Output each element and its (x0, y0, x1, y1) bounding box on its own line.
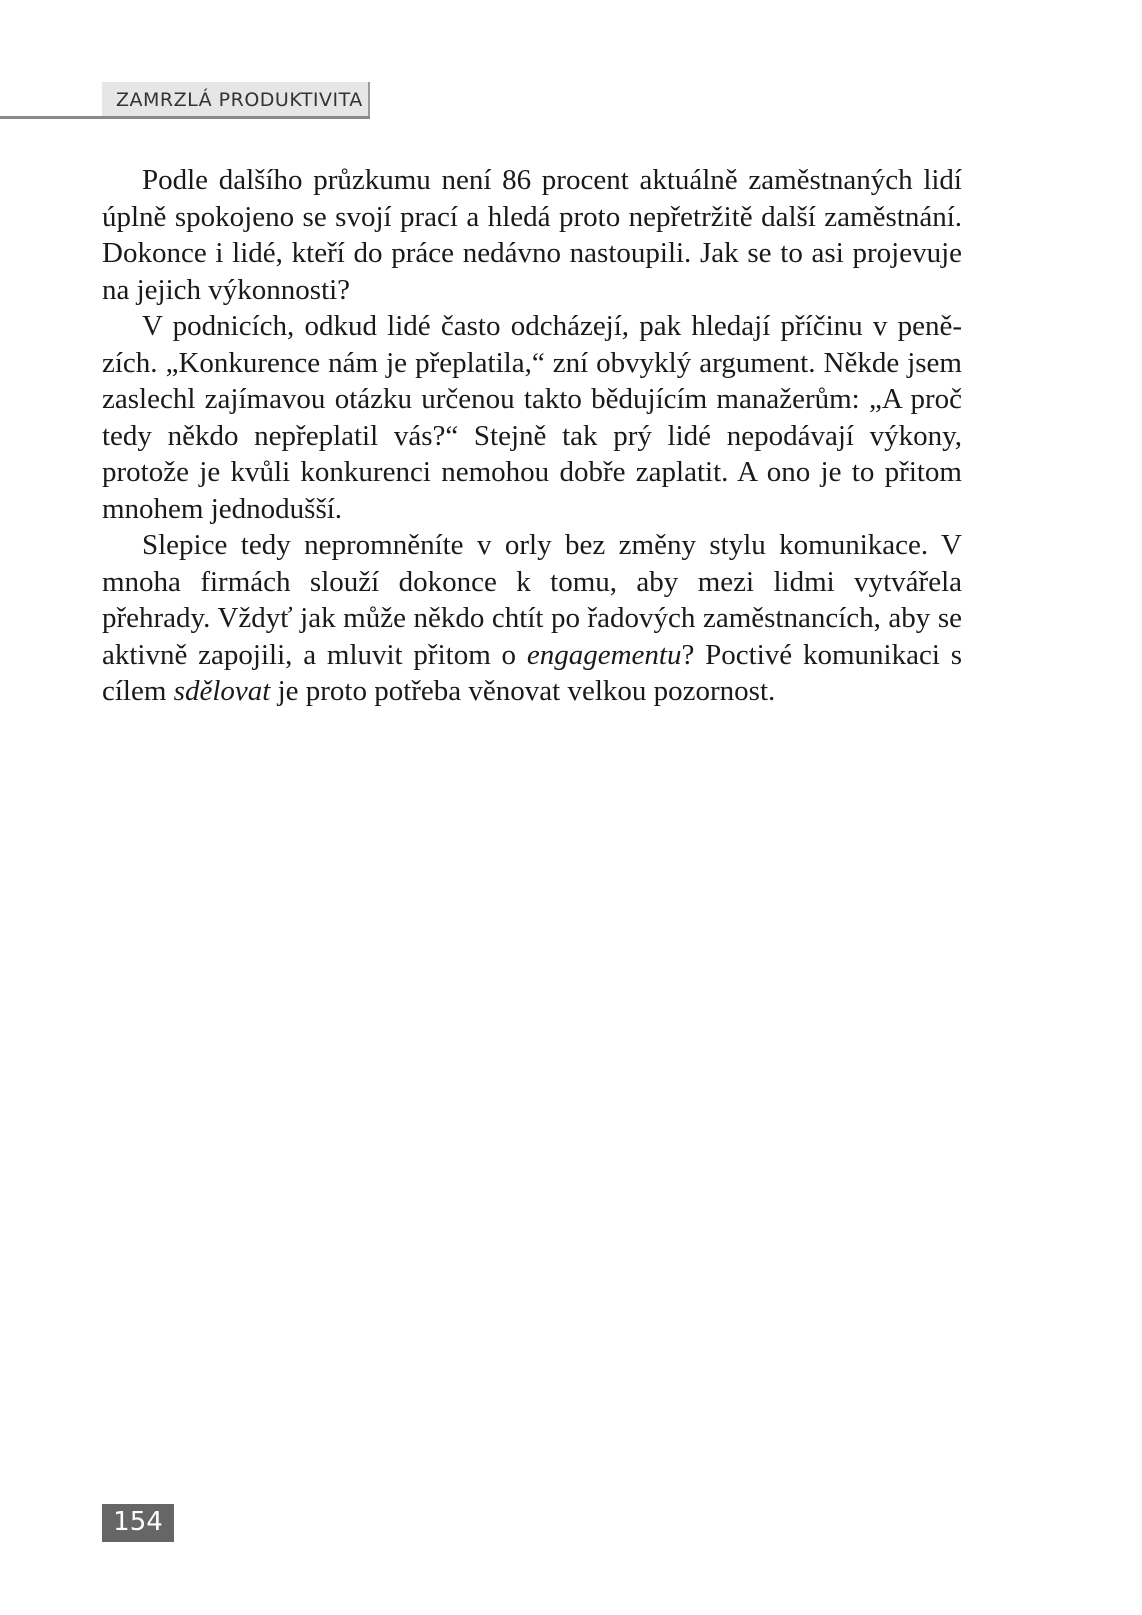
running-header (0, 80, 372, 120)
page-number: 154 (113, 1507, 163, 1537)
paragraph-3-text-middle: ? Poctivé komunikaci s cílem (102, 638, 962, 707)
running-header-title: ZAMRZLÁ PRODUKTIVITA (116, 89, 363, 111)
paragraph-3-text-end: je proto potřeba věnovat velkou pozornost. (270, 675, 776, 707)
paragraph-3 (102, 527, 962, 710)
page-number-box (102, 1504, 174, 1542)
paragraph-2: V podnicích, odkud lidé často odcházejí, pak hledají příčinu v penězích. „Konkurence nám je přeplatila,“ zní obvyklý argument. Někde jsem zaslechl zajímavou otázku určenou takto bědujícím manažerům: „A proč tedy někdo nepřeplatil vás?“ Stejně tak prý lidé nepodávají výkony, protože je kvůli konkurenci nemohou dobře zaplatit. A ono je to přitom mnohem jednodušší. (102, 310, 962, 525)
body-text (102, 162, 962, 710)
paragraph-1: Podle dalšího průzkumu není 86 procent aktuálně zaměstnaných lidí úplně spokojeno se svojí prací a hledá proto nepřetržitě další zaměstnání. Dokonce i lidé, kteří do práce nedávno nastoupili. Jak se to asi projevuje na jejich výkonnosti? (102, 164, 962, 306)
running-header-tab (102, 82, 370, 116)
paragraph-3-text-start: Slepice tedy nepromněníte v orly bez změny stylu komunikace. V mnoha firmách slouží dokonce k tomu, aby mezi lidmi vytvářela přehrady. Vždyť jak může někdo chtít po řadových zaměstnancích, aby se aktivně zapojili, a mluvit přitom o (102, 529, 962, 671)
header-rule (0, 116, 370, 119)
emphasis-engagementu: engagementu (526, 638, 682, 671)
emphasis-sdelovat: sdělovat (173, 675, 271, 707)
